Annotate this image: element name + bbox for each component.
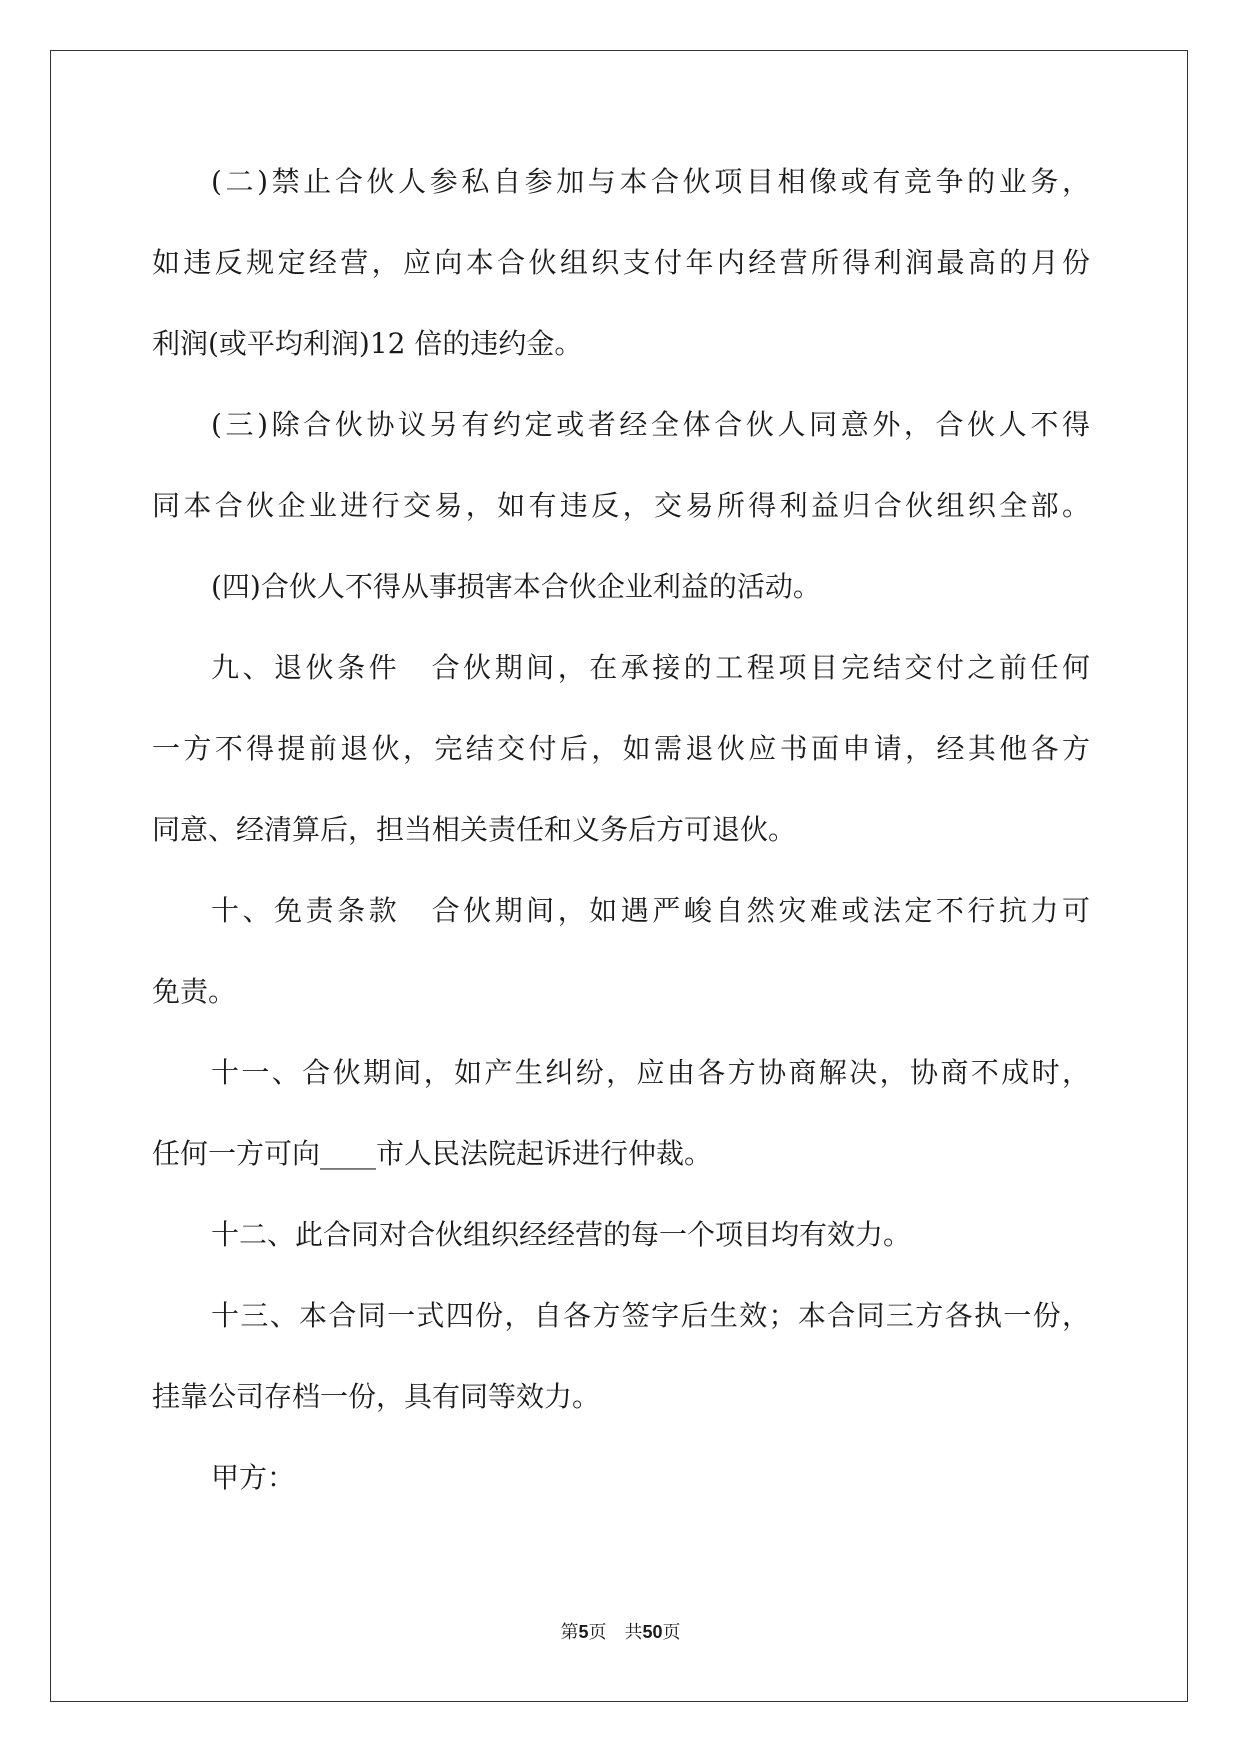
paragraph-line: 十一、合伙期间，如产生纠纷，应由各方协商解决，协商不成时， [211, 1056, 1090, 1089]
paragraph-line: (四)合伙人不得从事损害本合伙企业利益的活动。 [211, 570, 821, 603]
paragraph-line: 同本合伙企业进行交易，如有违反，交易所得利益归合伙组织全部。 [152, 489, 1090, 522]
footer-total-suffix: 页 [662, 1622, 681, 1643]
paragraph-line: 九、退伙条件 合伙期间，在承接的工程项目完结交付之前任何 [211, 651, 1090, 684]
paragraph-line: 十、免责条款 合伙期间，如遇严峻自然灾难或法定不行抗力可 [211, 894, 1090, 927]
signature-label-party-a: 甲方： [211, 1461, 296, 1494]
page-footer [0, 1620, 1241, 1645]
paragraph-line: (二)禁止合伙人参私自参加与本合伙项目相像或有竞争的业务， [211, 165, 1090, 198]
paragraph-line: 如违反规定经营，应向本合伙组织支付年内经营所得利润最高的月份 [152, 246, 1090, 279]
paragraph-line: 一方不得提前退伙，完结交付后，如需退伙应书面申请，经其他各方 [152, 732, 1090, 765]
paragraph-line: 利润(或平均利润)12 倍的违约金。 [152, 327, 583, 360]
paragraph-line: 挂靠公司存档一份，具有同等效力。 [152, 1380, 601, 1413]
document-body [152, 162, 1090, 1539]
paragraph-line: 同意、经清算后，担当相关责任和义务后方可退伙。 [152, 813, 797, 846]
footer-page-suffix: 页 [588, 1622, 607, 1643]
current-page-number: 5 [578, 1622, 589, 1642]
paragraph-line: (三)除合伙协议另有约定或者经全体合伙人同意外，合伙人不得 [211, 408, 1090, 441]
paragraph-line: 任何一方可向____市人民法院起诉进行仲裁。 [152, 1137, 713, 1170]
paragraph-line: 十二、此合同对合伙组织经经营的每一个项目均有效力。 [211, 1218, 912, 1251]
footer-total-prefix: 共 [624, 1622, 643, 1643]
paragraph-line: 免责。 [152, 975, 237, 1008]
footer-prefix: 第 [560, 1622, 579, 1643]
paragraph-line: 十三、本合同一式四份，自各方签字后生效；本合同三方各执一份， [211, 1299, 1090, 1332]
total-page-count: 50 [642, 1622, 663, 1642]
